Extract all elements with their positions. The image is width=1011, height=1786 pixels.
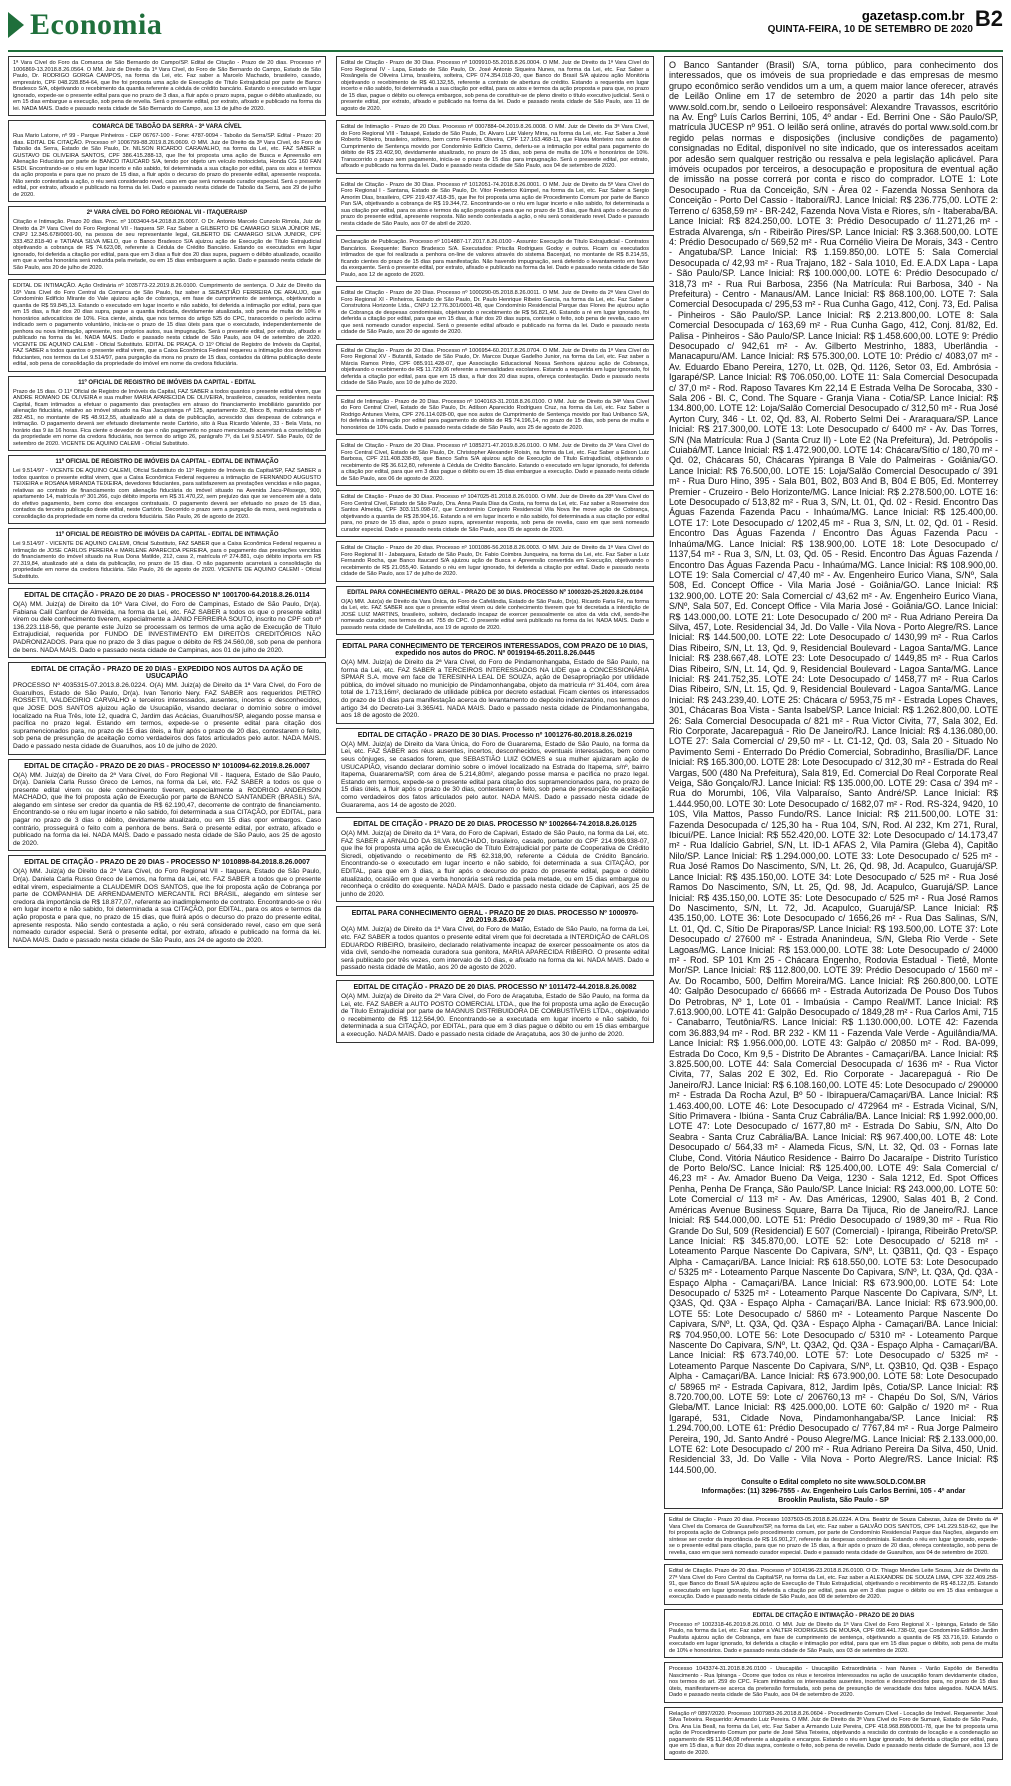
notice-text: O Banco Santander (Brasil) S/A, torna público, para conhecimento dos interessados, que os imóveis de sua propriedade e das empresas de mesmo grupo econômico serão vendidos um a um, a quem maior lance oferecer, através de Leilão Online em 17 de setembro de 2020 a partir das 14h pelo site www.sold.com.br, sendo o Leiloeiro responsável: Alexandre Travassos, escritório na Av. Engº Luís Carlos Berrini, 105, 4º andar - Ed. Berrini One - São Paulo/SP, matrícula JUCESP nº 951. O leilão será online, através do portal www.sold.com.br regido pelas normas e disposições (inclusive condições de pagamento) consignadas no Edital, disponível no site indicado, que os interessados aceitam por adesão sem qualquer restrição ou ressalva e pela legislação aplicável. Para imóveis ocupados por terceiros, a desocupação e propositura de eventual ação de imissão na posse correrá por conta e risco do comprador. LOTE 1: Lote Desocupado - Rua da Conceição, S/N - Área 02 - Fazenda Nossa Senhora da Conceição - Porto Del Cassio - Itaboraí/RJ. Lance Inicial: R$ 236.775,00. LOTE 2: Terreno c/ 6358,59 m² - BR-242, Fazenda Nova Vista e Riores, s/n - Itaberaba/BA. Lance Inicial: R$ 824.250,00. LOTE 3: Prédio Desocupado c/ 11.271,26 m² - Estrada Alvarenga, s/n - Ribeirão Pires/SP. Lance Inicial: R$ 3.368.500,00. LOTE 4: Prédio Desocupado c/ 569,52 m² - Rua Cornélio Vieira De Morais, 343 - Centro - Angatuba/SP. Lance Inicial: R$ 1.159.850,00. LOTE 5: Sala Comercial Desocupada c/ 42,93 m² - Rua Trajano, 182 - Sala 1010, Ed. E.A.DX Lapa - Lapa - São Paulo/SP. Lance Inicial: R$ 100.000,00. LOTE 6: Prédio Desocupado c/ 318,73 m² - Rua Rui Barbosa, 2356 (Na Matrícula: Rui Barbosa, 340 - Na Prefeitura) - Centro - Manaus/AM. Lance Inicial: R$ 868.100,00. LOTE 7: Sala Comercial Desocupada c/ 295,53 m² - Rua Cunha Gago, 412, Conj. 73, Ed. Palisa - Pinheiros - São Paulo/SP. Lance Inicial: R$ 2.213.800,00. LOTE 8: Sala Comercial Desocupada c/ 163,69 m² - Rua Cunha Gago, 412, Conj. 81/82, Ed. Palisa - Pinheiros - São Paulo/SP. Lance Inicial: R$ 1.458.600,00. LOTE 9: Prédio Desocupado c/ 942,61 m² - Av. Gilberto Mestrinho, 1883, Uberlândia - Manacapuru/AM. Lance Inicial: R$ 575.300,00. LOTE 10: Prédio c/ 4083,07 m² - Av. Eduardo Ebano Pereira, 1270, Lt. 02B, Qd. 1126, Setor 03, Ed. Ambrósia - Igarapé/SP. Lance Inicial: R$ 706.050,00. LOTE 11: Sala Comercial Desocupada c/ 37,0 m² - Rod. Raposo Tavares Km 22,14 E Estrada Velha De Sorocaba, 330 - Sala 206 - Bl. C, Cond. The Square - Granja Viana - Cotia/SP. Lance Inicial: R$ 134.800,00. LOTE 12: Loja/Salão Comercial Desocupado c/ 312,50 m² - Rua José Ayrton Cury, 346 - Lt. 02, Qd. 83, Al. Roberto Selmi Dei - Araraquara/SP. Lance Inicial: R$ 217.300,00. LOTE 13: Lote Desocupado c/ 6400 m² - Av. Das Torres, S/N (Na Matrícula: Rua J (Santa Cruz II) - Lote E2 (Na Prefeitura), Jd. Petrópolis - Cuiabá/MT. Lance Inicial: R$ 1.472.900,00. LOTE 14: Chácara/Sítio c/ 180,70 m² - Qd. 02, Chácaras 50, Chácaras Ypiranga B Vale do Palmeiras - Goiânia/GO. Lance Inicial: R$ 76.500,00. LOTE 15: Loja/Salão Comercial Desocupado c/ 391 m² - Rua Duro Hino, 395 - Sala B01, B02, B03 And B, B04 E B05, Ed. Monterrey Premier - Cruzeiro - Belo Horizonte/MG. Lance Inicial: R$ 2.278.500,00. LOTE 16: Lote Desocupado c/ 513,82 m² - Rua 3, S/N, Lt. 01, Qd. 02 - Resid. Encontro Das Águas Fazenda Fazenda Pacu - Inhaúma/MG. Lance Inicial: R$ 125.400,00. LOTE 17: Lote Desocupado c/ 1202,45 m² - Rua 3, S/N, Lt. 02, Qd. 01 - Resid. Encontro Das Águas Fazenda / Encontro Das Águas Fazenda Pacu - Inhaúma/MG. Lance Inicial: R$ 138.900,00. LOTE 18: Lote Desocupado c/ 1137,54 m² - Rua 3, S/N, Lt. 03, Qd. 05 - Resid. Encontro Das Águas Fazenda / Encontro Das Águas Fazenda Pacu - Inhaúma/MG. Lance Inicial: R$ 108.900,00. LOTE 19: Sala Comercial c/ 47,40 m² - Av. Engenheiro Eurico Viana, S/Nº, Sala 508, Ed. Concept Office - Vila Maria José - Goiânia/GO. Lance Inicial: R$ 132.900,00. LOTE 20: Sala Comercial c/ 43,62 m² - Av. Engenheiro Eurico Viana, S/Nº, Sala 507, Ed. Concept Office - Vila Maria José - Goiânia/GO. Lance Inicial: R$ 143.000,00. LOTE 21: Lote Desocupado c/ 200 m² - Rua Adriano Pereira Da Silva, 457, Lote. Residencial 34, Jd. Do Valle - Vila Nova - Porto Alegre/RS. Lance Inicial: R$ 144.500,00. LOTE 22: Lote Desocupado c/ 1430,99 m² - Rua Carlos Dias Ribeiro, S/N, Lt. 13, Qd. 9, Residencial Boulevard - Lagoa Santa/MG. Lance Inicial: R$ 238.667,48. LOTE 23: Lote Desocupado c/ 1449,85 m² - Rua Carlos Dias Ribeiro, S/N, Lt. 14, Qd. 9, Residencial Boulevard - Lagoa Santa/MG. Lance Inicial: R$ 241.752,35. LOTE 24: Lote Desocupado c/ 1458,77 m² - Rua Carlos Dias Ribeiro, S/N, Lt. 15, Qd. 9, Residencial Boulevard - Lagoa Santa/MG. Lance Inicial: R$ 243.239,40. LOTE 25: Chácara c/ 5953,75 m² - Estrada Lopes Chaves, 301, Chácaras Boa Vista - Santa Isabel/SP. Lance Inicial: R$ 1.262.800,00. LOTE 26: Sala Comercial Desocupada c/ 821 m² - Rua Victor Civita, 77, Sala 302, Ed. Rio Corporate, Jacarepaguá - Rio De Janeiro/RJ. Lance Inicial: R$ 4.136.080,00. LOTE 27: Sala Comercial c/ 29,50 m² - Lt. C1-12, Qd. 03, Sala 20 - Situado No Pavimento Semi - Enterrado Do Prédio Comercial, Sobradinho, Brasília/DF. Lance Inicial: R$ 165.300,00. LOTE 28: Lote Desocupado c/ 312,30 m² - Estrada do Real Vargas, 500 (480 Na Prefeitura), Sala 819, Ed. Comercial Do Real Corporate Real Veiga, São Gonçalo/RJ. Lance Inicial: R$ 135.000,00. LOTE 29: Casa c/ 394 m² - Rua do Morumbi, 106, Vila Valparaíso, Santo André/SP. Lance Inicial: R$ 1.444.950,00. LOTE 30: Lote Desocupado c/ 1682,07 m² - Rod. RS-324, 9420, 10 10S, Vila Mattos, Passo Fundo/RS. Lance Inicial: R$ 211.500,00. LOTE 31: Fazenda Desocupada c/ 125,30 ha - Rua 104, S/N, Rod. Al 232, Km 271, Rural, Ibicuí/PE. Lance Inicial: R$ 552.420,00. LOTE 32: Lote Desocupado c/ 14.173,47 m² - Rua Idalício Gabriel, S/N, Lt. ID-1 AFAS 2, Vila Pamira (Gleba 4), Capitão Nilo/SP. Lance Inicial: R$ 1.294.000,00. LOTE 33: Lote Desocupado c/ 525 m² - Rua José Ramos Do Nascimento, S/N, Lt. 26, Qd. 98, Jd. Acapulco, Guarujá/SP. Lance Inicial: R$ 435.150,00. LOTE 34: Lote Desocupado c/ 525 m² - Rua José Ramos Do Nascimento, S/N, Lt. 25, Qd. 98, Jd. Acapulco, Guarujá/SP. Lance Inicial: R$ 435.150,00. LOTE 35: Lote Desocupado c/ 525 m² - Rua José Ramos Do Nascimento, S/N, Lt. 72, Jd. Acapulco, Guarujá/SP. Lance Inicial: R$ 435.150,00. LOTE 36: Lote Desocupado c/ 1656,26 m² - Rua Das Salinas, S/N, Lt. 01, Qd. C, Sítio De Piraporas/SP. Lance Inicial: R$ 193.500,00. LOTE 37: Lote Desocupado c/ 27600 m² - Estrada Ananindeua, S/N, Gleba Rio Verde - Sete Lagoas/MG. Lance Inicial: R$ 153.000,00. LOTE 38: Lote Desocupado c/ 24000 m² - Rod. SP 101 Km 25 - Chácara Engenho, Rodovia Estadual - Tietê, Monte Mor/SP. Lance Inicial: R$ 112.800,00. LOTE 39: Prédio Desocupado c/ 1560 m² - Av. Do Rocambo, 500, Delfim Moreira/MG. Lance Inicial: R$ 260.800,00. LOTE 40: Galpão Desocupado c/ 66666 m² - Estrada Autorizada De Pouso Dos Tubos Do Petrobras, Nº 1, Lote 01 - Imbaúsia - Campo Real/MT. Lance Inicial: R$ 7.613.900,00. LOTE 41: Galpão Desocupado c/ 1849,28 m² - Rua Carlos Ami, 715 - Canabarro, Teutônia/RS. Lance Inicial: R$ 1.130.000,00. LOTE 42: Fazenda com 36.883,94 m² - Rod. BR 232 - KM 11 - Fazenda Vale Verde - Aguilândia/MA. Lance Inicial: R$ 1.956.000,00. LOTE 43: Galpão c/ 20850 m² - Rod. BA-099, Estrada Do Coco, Km 9,5 - Distrito De Abrantes - Camaçari/BA. Lance Inicial: R$ 3.825.500,00. LOTE 44: Sala Comercial Desocupada c/ 1636 m² - Rua Victor Civita, 77, Salas 202 E 302, Ed. Rio Corporate - Jacarepaguá - Rio De Janeiro/RJ. Lance Inicial: R$ 6.108.160,00. LOTE 45: Lote Desocupado c/ 290000 m² - Estrada Da Rocha Azul, Bº 50 - Ibirapuera/Camaçari/BA. Lance Inicial: R$ 1.463.400,00. LOTE 46: Lote Desocupado c/ 472964 m² - Estrada Vicinal, S/N, Sítio Primavera - Ibiúna - Santa Cruz Cabrália/BA. Lance Inicial: R$ 1.992.000,00. LOTE 47: Lote Desocupado c/ 1677,80 m² - Estrada Do Sabiu, S/N, Alto Do Seabra - Santa Cruz Cabrália/BA. Lance Inicial: R$ 967.400,00. LOTE 48: Lote Desocupado c/ 564,33 m² - Alameda Ficus, S/N, Lt. 32, Qd. 03 - Fornas Iate Clube, Cond. Vitória Náutico Residence - Bairro Do Jacaraípe - Distrito Turístico de Porto Belo/SC. Lance Inicial: R$ 125.400,00. LOTE 49: Sala Comercial c/ 46,23 m² - Av. Amador Bueno Da Veiga, 1230 - Sala 1212, Ed. Spot Offices Penha, Penha De França, São Paulo/SP. Lance Inicial: R$ 243.000,00. LOTE 50: Lote Comercial c/ 113 m² - Av. Das Américas, 12900, Salas 401 B, 2 Cond. Américas Avenue Business Square, Barra Da Tijuca, Rio de Janeiro/RJ. Lance Inicial: R$ 544.000,00. LOTE 51: Prédio Desocupado c/ 1989,30 m² - Rua Rio Grande Do Sul, 509 (Residencial) E 507 (Comercial) - Ipiranga, Ribeirão Preto/SP. Lance Inicial: R$ 345.870,00. LOTE 52: Lote Desocupado c/ 5218 m² - Loteamento Parque Nascente Do Capivara, S/Nº, Lt. Q3B11, Qd. Q3 - Espaço Alpha - Camaçari/BA. Lance Inicial: R$ 618.550,00. LOTE 53: Lote Desocupado c/ 5325 m² - Loteamento Parque Nascente Do Capivara, S/Nº, Lt. Q3A, Qd. Q3A - Espaço Alpha - Camaçari/BA. Lance Inicial: R$ 673.900,00. LOTE 54: Lote Desocupado c/ 5325 m² - Loteamento Parque Nascente Do Capivara, S/Nº, Lt. Q3AS, Qd. Q3A - Espaço Alpha - Camaçari/BA. Lance Inicial: R$ 673.900,00. LOTE 55: Lote Desocupado c/ 5860 m² - Loteamento Parque Nascente Do Capivara, S/Nº, Lt. Q3A, Qd. Q3A - Espaço Alpha - Camaçari/BA. Lance Inicial: R$ 704.950,00. LOTE 56: Lote Desocupado c/ 5310 m² - Loteamento Parque Nascente Do Capivara, S/Nº, Lt. Q3A2, Qd. Q3A - Espaço Alpha - Camaçari/BA. Lance Inicial: R$ 673.740,00. LOTE 57: Lote Desocupado c/ 5325 m² - Loteamento Parque Nascente Do Capivara, S/Nº, Lt. Q3B10, Qd. Q3B - Espaço Alpha - Camaçari/BA. Lance Inicial: R$ 673.900,00. LOTE 58: Lote Desocupado c/ 58965 m² - Estrada Capivara, 812, Jardim Ipês, Cotia/SP. Lance Inicial: R$ 8.720.700,00. LOTE 59: Lote c/ 206760,13 m² - Chapéu Do Sol, S/N, Vários Gleba/MT. Lance Inicial: R$ 425.000,00. LOTE 60: Galpão c/ 1920 m² - Rua Igarapé, 531, Cidade Nova, Pindamonhangaba/SP. Lance Inicial: R$ 1.294.700,00. LOTE 61: Prédio Desocupado c/ 7767,84 m² - Rua Jorge Palmeiro Pereira, 190, Jd. Santo André - Pouso Alegre/MG. Lance Inicial: R$ 2.133.000,00. LOTE 62: Lote Desocupado c/ 200 m² - Rua Adriano Pereira Da Silva, 450, Unid. Residencial 33, Jd. Do Valle - Vila Nova - Porto Alegre/RS. Lance Inicial: R$ 144.500,00. — [669, 60, 998, 1475]
legal-notice — [336, 395, 654, 436]
column-left — [8, 56, 326, 952]
notice-title: EDITAL DE CITAÇÃO E INTIMAÇÃO - PRAZO DE 20 DIAS — [752, 1612, 915, 1619]
notice-text: EDITAL DE INTIMAÇÃO. Ação Ordinária nº 1035773-22.2019.8.26.0100. Cumprimento de sentença. O Juiz de Direito da 16ª Vara Cível do Foro Central da Comarca de São Paulo, faz saber a SEBASTIÃO FERREIRA DE ARAUJO, que Condomínio Edifício Mirante do Vale ajuizou ação de cobrança, em fase de cumprimento de sentença, objetivando a quantia de R$ 59.845,13. Estando o executado em lugar incerto e não sabido, foi deferida a intimação por edital, para que em 15 dias, a fluir dos 20 dias supra, pague a quantia indicada, devidamente atualizada, sob pena de multa de 10% e honorários advocatícios de 10%. Fica ciente, ainda, que nos termos do artigo 525 do CPC, transcorrido o período acima indicado sem o pagamento voluntário, inicia-se o prazo de 15 dias úteis para que o executado, independentemente de penhora ou nova intimação, apresente, nos próprios autos, sua impugnação. Será o presente edital, por extrato, afixado e publicado na forma da lei. NADA MAIS. Dado e passado nesta cidade de São Paulo, aos 04 de setembro de 2020. VICENTE DE AQUINO CALEMI - Oficial Substituto. EDITAL DE PRAÇA. O 11º Oficial de Registro de Imóveis da Capital, FAZ SABER a todos quantos o presente edital virem, que a Caixa Econômica Federal requereu a intimação dos devedores fiduciantes, nos termos da Lei 9.514/97, para purgação da mora no prazo de 15 dias, contados da última publicação deste edital, sob pena de consolidação da propriedade do imóvel em nome da credora fiduciária. — [13, 283, 321, 367]
legal-notice — [664, 56, 1003, 1509]
legal-notice — [336, 728, 654, 813]
column-right — [664, 56, 1003, 1764]
notice-text: Declaração de Publicação. Processo nº 1014887-17.2017.8.26.0100 - Assunto: Execução de Título Extrajudicial - Contratos Bancários. Exequente: Banco Bradesco S/A. Executados: Priscila Rodrigues Godoy e outros. Ficam os executados intimados de que foi realizada a penhora on-line de valores através do sistema Bacenjud, no montante de R$ 8.214,55, ficando cientes do prazo de 15 dias para manifestação. Não havendo impugnação, será deferido o levantamento em favor da exequente. Será o presente edital, por extrato, afixado e publicado na forma da lei. Dado e passado nesta cidade de São Paulo, aos 12 de agosto de 2020. — [341, 239, 649, 278]
notice-title: 2ª VARA CÍVEL DO FORO REGIONAL VII - ITAQUERA/SP — [86, 210, 248, 216]
notice-title: EDITAL DE CITAÇÃO - PRAZO DE 20 DIAS - PROCESSO Nº 1001700-64.2018.8.26.0114 — [24, 592, 310, 599]
legal-notice — [8, 206, 326, 275]
legal-notice — [8, 662, 326, 754]
legal-notice — [336, 439, 654, 486]
legal-notice — [664, 1707, 1003, 1761]
site-url[interactable]: gazetasp.com.br — [861, 8, 965, 23]
legal-notice — [8, 56, 326, 116]
legal-notice — [8, 588, 326, 658]
legal-notice — [8, 376, 326, 452]
legal-notice — [8, 528, 326, 584]
header-meta — [768, 6, 1003, 35]
legal-notice — [8, 279, 326, 372]
notice-text: Edital de Citação - Prazo de 20 Dias. Processo nº 1000290-05.2018.8.26.0011. O MM. Juiz de Direito da 2ª Vara Cível do Foro Regional XI - Pinheiros, Estado de São Paulo, Dr. Paulo Henrique Ribeiro Garcia, na forma da Lei, etc. Faz Saber a Construtora Horizonte Ltda., CNPJ 12.776.301/0001-48, que Condomínio Residencial Parque das Flores lhe ajuizou ação de Cobrança de despesas condominiais, objetivando o recebimento de R$ 56.821,40. Estando a ré em lugar ignorado, foi deferida a citação por edital, para que em 15 dias, a fluir dos 20 dias supra, conteste o feito, sob pena de revelia, caso em que será nomeado curador especial. Será o presente edital afixado e publicado na forma da lei. Dado e passado nesta cidade de São Paulo, aos 20 de agosto de 2020. — [341, 290, 649, 335]
legal-notice — [336, 56, 654, 116]
notice-title: EDITAL DE CITAÇÃO - PRAZO DE 20 DIAS. PROCESSO Nº 1002664-74.2018.8.26.0125 — [353, 821, 637, 829]
notice-text: Edital de Citação. Prazo de 20 dias. Processo nº 1014196-23.2018.8.26.0100. O Dr. Thiago Mendes Leite Sousa, Juiz de Direito da 27ª Vara Cível do Foro Central da Capital/SP, na forma da Lei, etc. Faz saber a ALEXANDRE DE SOUZA LIMA, CPF 322.409.258-91, que Banco do Brasil S/A ajuizou ação de Execução de Título Extrajudicial, objetivando o recebimento de R$ 48.122,05. Estando o executado em lugar ignorado, foi deferida a citação por edital, para que em 3 dias pague o débito ou em 15 dias embargue a execução. Dado e passado nesta cidade de São Paulo, aos 08 de setembro de 2020. — [669, 1568, 998, 1601]
notice-text: O(A) MM. Juiz(a) de Direito da Vara Única, do Foro de Cafelândia, Estado de São Paulo, Dr(a). Ricardo Faria Fé, na forma da Lei, etc. FAZ SABER aos que o presente edital virem ou dele conhecimento tiverem que foi decretada a interdição de JOSÉ LUIZ MARTINS, brasileiro, solteiro, declarado incapaz de exercer pessoalmente os atos da vida civil, sendo-lhe nomeado curador, nos termos do art. 755 do CPC. O presente edital será publicado na forma da lei. NADA MAIS. Dado e passado nesta cidade de Cafelândia, aos 19 de agosto de 2020. — [341, 598, 649, 631]
notice-text: Rua Mario Latorre, nº 99 - Parque Pinheiros - CEP 06767-100 - Fone: 4787-9094 - Taboão da Serra/SP. Edital - Prazo: 20 dias. EDITAL DE CITAÇÃO. Processo nº 1006799-88.2019.8.26.0609. O MM. Juiz de Direito da 3ª Vara Cível, do Foro de Taboão da Serra, Estado de São Paulo, Dr. NILSON RICARDO CARAVALHO, na forma da Lei, etc. FAZ SABER a GUSTAVO DE OLIVEIRA SANTOS, CPF 386.415.288-13, que lhe foi proposta uma ação de Busca e Apreensão em Alienação Fiduciária por parte de BANCO ITAUCARD S/A, tendo por objeto um veículo motocicleta, Honda CG 160 FAN ESDI. Encontrando-se o réu em lugar incerto e não sabido, foi determinada a sua citação por edital, para os atos e termos da ação proposta e para que no prazo de 15 dias, a fluir após o decurso do prazo do presente edital, apresente resposta. Não sendo contestada a ação, o réu será considerado revel, caso em que será nomeado curador especial. Será o presente edital, por extrato, afixado e publicado na forma da lei. Dado e passado nesta cidade de Taboão da Serra, aos 29 de julho de 2020. — [13, 133, 321, 198]
notice-text: Edital de Intimação - Prazo de 20 Dias. Processo nº 0007884-04.2019.8.26.0008. O MM. Juiz de Direito da 3ª Vara Cível, do Foro Regional VIII - Tatuapé, Estado de São Paulo, Dr. Alvaro Luiz Valery Mirra, na forma da Lei, etc. Faz Saber a José Roberto Ribeiro, brasileiro, solteiro, bem como Ferreira Oliveira, CPF 127.163.468-11, que Flávia Monteiro nos autos de Cumprimento de Sentença movido por Condomínio Edifício Carmo, deferiu-se a intimação por edital para pagamento do débito de R$ 23.402,90, devidamente atualizado, no prazo de 15 dias, sob pena de multa de 10% e honorários de 10%. Transcorrido o prazo sem pagamento, inicia-se o prazo de 15 dias para impugnação. Será o presente edital, por extrato, afixado e publicado na forma da lei. Dado e passado nesta cidade de São Paulo, aos 04 de setembro de 2020. — [341, 124, 649, 169]
notice-text: PROCESSO Nº 4035315-07.2013.8.26.0224. O(A) MM. Juiz(a) de Direito da 1ª Vara Cível, do Foro de Guarulhos, Estado de São Paulo, Dr(a). Ivan Tenorio Nery. FAZ SABER aos requeridos PIETRO ROSSETTI, VALDECIRIO CARVALHO e terceiros interessados, ausentes, incertos e desconhecidos, que JOSE DOS SANTOS ajuizou ação de Usucapião, visando declarar o domínio sobre o imóvel localizado na Rua Três, lote 12, quadra C, Jardim das Acácias, Guarulhos/SP, alegando posse mansa e pacífica no prazo legal. Estando em termos, expede-se o presente edital para citação dos supramencionados para, no prazo de 15 dias úteis, a fluir após o prazo de 20 dias, contestarem o feito, sob pena de presunção de aceitação como verdadeiros dos fatos articulados pelo autor. NADA MAIS. Dado e passado nesta cidade de Guarulhos, aos 10 de julho de 2020. — [13, 682, 321, 750]
notice-text: Edital de Intimação - Prazo de 20 Dias. Processo nº 1040163-31.2018.8.26.0100. O MM. Juiz de Direito da 34ª Vara Cível do Foro Central Cível, Estado de São Paulo, Dr. Adilson Aparecido Rodrigues Cruz, na forma da Lei, etc. Faz Saber a Rodrigo Antunes Vieira, CPF 276.114.028-00, que nos autos de Cumprimento de Sentença movido por Itaú Unibanco S/A, foi deferida a intimação por edital para pagamento do débito de R$ 74.196,14, no prazo de 15 dias, sob pena de multa e honorários de 10% cada. Dado e passado nesta cidade de São Paulo, aos 25 de agosto de 2020. — [341, 398, 649, 431]
contact-line: Brooklin Paulista, São Paulo - SP — [778, 1497, 889, 1505]
notice-text: Edital de Citação - Prazo de 20 Dias. Processo nº 1006954-60.2017.8.26.0704. O MM. Juiz de Direito da 1ª Vara Cível do Foro Regional XV - Butantã, Estado de São Paulo, Dr. Marcos Duque Gadelho Junior, na forma da Lei, etc. Faz saber a Márcia Ramos Pinto, CPF 085.911.428-07, que Associação Educacional Nossa Senhora ajuizou ação de Cobrança, objetivando o recebimento de R$ 11.729,06 referente a mensalidades escolares. Estando a requerida em lugar ignorado, foi deferida a citação por edital, para que em 15 dias, a fluir dos 20 dias supra, ofereça contestação. Dado e passado nesta cidade de São Paulo, aos 10 de julho de 2020. — [341, 347, 649, 386]
notice-text: Prazo de 15 dias. O 11º Oficial de Registro de Imóveis da Capital, FAZ SABER a todos quantos o presente edital virem, que ANDRE ROMANO DE OLIVEIRA e sua mulher MARIA APARECIDA DE OLIVEIRA, brasileiros, casados, residentes nesta Capital, ficam intimados a efetuar o pagamento das prestações em atraso do financiamento imobiliário garantido por alienação fiduciária, relativo ao imóvel situado na Rua Jacupiranga nº 125, apartamento 32, Bloco B, matriculado sob nº 282.451, no montante de R$ 48.912,55, atualizado até a data de publicação, acrescido das despesas de cobrança e intimação. O pagamento deverá ser efetuado diretamente neste Cartório, sito à Rua Ricardo Valente, 33 - Bela Vista, no horário das 9 às 16 horas. Fica ciente o devedor de que o não pagamento no prazo mencionado acarretará a consolidação da propriedade em nome da credora fiduciária, nos termos do artigo 26, parágrafo 7º, da Lei 9.514/97. São Paulo, 02 de setembro de 2020. VICENTE DE AQUINO CALEMI - Oficial Substituto. — [13, 388, 321, 447]
notice-text: O(A) MM. Juiz(a) de Direito da 2ª Vara Cível, do Foro de Pindamonhangaba, Estado de São Paulo, na forma da Lei, etc. FAZ SABER a TERCEIROS INTERESSADOS NA LIDE que a CONCESSIONÁRIA SPMAR S.A. move em face de TERESINHA LEAL DE SOUZA, ação de Desapropriação por utilidade pública, do imóvel situado no município de Pindamonhangaba, objeto da matrícula nº 31.404, com área total de 1.713,16m², declarado de utilidade pública por decreto estadual. Ficam cientes os interessados do prazo de 10 dias para manifestação acerca do levantamento do depósito indenizatório, nos termos do artigo 34 do Decreto-Lei 3.365/41. NADA MAIS. Dado e passado nesta cidade de Pindamonhangaba, aos 18 de agosto de 2020. — [341, 659, 649, 720]
notice-title: COMARCA DE TABOÃO DA SERRA - 3ª VARA CÍVEL — [92, 124, 242, 130]
page-number: B2 — [974, 6, 1003, 31]
legal-notice — [336, 980, 654, 1043]
section-title — [8, 8, 162, 42]
legal-notice — [336, 235, 654, 282]
notice-text: O(A) MM. Juiz(a) de Direito da 1ª Vara, do Foro de Capivari, Estado de São Paulo, na forma da Lei, etc. FAZ SABER a ARNALDO DA SILVA MACHADO, brasileiro, casado, portador do CPF 214.996.938-07, que lhe foi proposta uma ação de Execução de Título Extrajudicial por parte de Cooperativa de Crédito Sicredi, objetivando o recebimento de R$ 62.318,90, referente a Cédula de Crédito Bancário. Encontrando-se o executado em lugar incerto e não sabido, foi determinada a sua CITAÇÃO, por EDITAL, para que em 3 dias, a fluir após o decurso do prazo do presente edital, pague o débito atualizado, ocasião em que a verba honorária será reduzida pela metade, ou em 15 dias embargue ou reconheça o crédito do exequente. NADA MAIS. Dado e passado nesta cidade de Capivari, aos 25 de junho de 2020. — [341, 830, 649, 898]
notice-title: 11º OFICIAL DE REGISTRO DE IMÓVEIS DA CAPITAL - EDITAL — [78, 379, 256, 386]
notice-text: Edital de Citação - Prazo de 30 Dias. Processo nº 1047025-81.2018.8.26.0100. O MM. Juiz de Direito da 28ª Vara Cível do Foro Central Cível, Estado de São Paulo, Dra. Anna Paula Dias da Costa, na forma da Lei, etc. Faz saber a Rosemeire dos Santos Almeida, CPF 303.115.098-07, que Condomínio Conjunto Residencial Vila Nova lhe move ação de Cobrança, objetivando a quantia de R$ 28.904,16. Estando a ré em lugar incerto e não sabido, foi determinada a sua citação por edital para, no prazo de 15 dias, após o prazo supra, apresentar resposta, sob pena de revelia, caso em que será nomeado curador especial. Dado e passado nesta cidade de São Paulo, aos 05 de agosto de 2020. — [341, 494, 649, 533]
notice-text: 1ª Vara Cível do Foro da Comarca de São Bernardo do Campo/SP. Edital de Citação - Prazo de 20 dias. Processo nº 1006869-13.2018.8.26.0564. O MM. Juiz de Direito da 1ª Vara Cível, do Foro de São Bernardo do Campo, Estado de São Paulo, Dr. RODRIGO GORGA CAMPOS, na forma da Lei, etc. Faz saber a Marcelo Machado, brasileiro, casado, empresário, CPF 048.228.854-64, que lhe foi proposta uma ação de Execução de Título Extrajudicial por parte de Banco Bradesco S/A, objetivando o recebimento da quantia referente a cédula de crédito bancário. Estando o executado em lugar ignorado, expede-se o presente edital para que no prazo de 3 dias, a fluir após o prazo supra, pague o débito atualizado, ou em 15 dias embargue a execução, sob pena de revelia. Será o presente edital, por extrato, afixado e publicado na forma da lei. NADA MAIS. Dado e passado nesta cidade de São Bernardo do Campo, aos 13 de julho de 2020. — [13, 60, 321, 112]
notice-title: EDITAL PARA CONHECIMENTO GERAL - PRAZO DE 20 DIAS. PROCESSO Nº 1000970-20.2019.8.26.0347 — [351, 910, 639, 925]
legal-notice — [336, 286, 654, 340]
notice-text: Edital de Citação - Prazo 20 dias. Processo 1037503-05.2018.8.26.0224. A Dra. Beatriz de Souza Cabezas, Juíza de Direito da 4ª Vara Cível da Comarca de Guarulhos/SP, na forma da Lei, etc. Faz saber a GALVÃO DOS SANTOS, CPF 141.229.518-62, que lhe foi proposta ação de Cobrança pelo procedimento comum, por parte de Condomínio Residencial Parque das Nações, alegando em síntese ser credor da importância de R$ 16.901,27, referente às despesas condominiais. Estando o réu em lugar ignorado, expede-se o presente edital para citação, para que no prazo de 15 dias, a fluir após o prazo de 20 dias, ofereça contestação, sob pena de revelia, caso em que será nomeado curador especial. Dado e passado nesta cidade de Guarulhos, aos 04 de setembro de 2020. — [669, 1517, 998, 1556]
notice-text: Processo nº 1002318-46.2019.8.26.0010. O MM. Juiz de Direito da 1ª Vara Cível do Foro Regional X - Ipiranga, Estado de São Paulo, na forma da Lei, etc. Faz saber a VALTER RODRIGUES DE MOURA, CPF 098.441.738-02, que Condomínio Edifício Jardim Paulista ajuizou ação de Cobrança, em fase de cumprimento de sentença, objetivando a quantia de R$ 33.716,19. Estando o executado em lugar ignorado, foi deferida a citação e intimação por edital, para que em 15 dias pague o débito, sob pena de multa de 10% e honorários. Dado e passado nesta cidade de São Paulo, aos 03 de setembro de 2020. — [669, 1621, 998, 1654]
notice-text: Edital de Citação - Prazo de 20 dias. Processo nº 1001086-56.2018.8.26.0003. O MM. Juiz de Direito da 1ª Vara Cível do Foro Regional III - Jabaquara, Estado de São Paulo, Dr. Fabio Coimbra Junqueira, na forma da Lei, etc. Faz Saber a Luiz Fernando Rocha, que Banco Itaucard S/A ajuizou ação de Busca e Apreensão convertida em Execução, objetivando o recebimento de R$ 21.055,40. Estando o réu em lugar ignorado, foi deferida a citação por edital. Dado e passado nesta cidade de São Paulo, aos 17 de julho de 2020. — [341, 545, 649, 577]
notice-text: Processo 1043374-31.2018.8.26.0100 - Usucapião - Usucapião Extraordinária - Ivan Nunes - Varão Espólio de Benedita Nascimento - Rua Ipiranga - Ocorre que todos os réus e terceiros interessados na ação de usucapião foram devidamente citados, nos termos do art. 259 do CPC. Ficam intimados os interessados ausentes, incertos e desconhecidos para, no prazo de 15 dias úteis, manifestarem-se acerca da pretensão formulada, sob pena de presunção de veracidade dos fatos alegados. NADA MAIS. Dado e passado nesta cidade de São Paulo, aos 04 de setembro de 2020. — [669, 1666, 998, 1699]
legal-notice — [336, 541, 654, 582]
page-header — [8, 6, 1003, 52]
legal-notice — [336, 344, 654, 391]
legal-notice — [664, 1662, 1003, 1703]
notice-title: EDITAL DE CITAÇÃO - PRAZO DE 20 DIAS - PROCESSO Nº 1010094-62.2019.8.26.0007 — [24, 762, 310, 770]
notice-title: EDITAL PARA CONHECIMENTO GERAL - PRAZO DE 30 DIAS. PROCESSO Nº 1000320-25.2020.8.26.0104 — [347, 589, 643, 596]
notice-text: Edital de Citação - Prazo de 20 Dias. Processo nº 1085271-47.2019.8.26.0100. O MM. Juiz de Direito da 3ª Vara Cível do Foro Central Cível, Estado de São Paulo, Dr. Christopher Alexander Roisin, na forma da Lei, etc. Faz Saber a Edson Luiz Barbosa, CPF 211.408.338-89, que Banco Safra S/A ajuizou ação de Execução de Título Extrajudicial, objetivando o recebimento de R$ 36.612,80, referente à Cédula de Crédito Bancário. Estando o executado em lugar ignorado, foi deferida a citação por edital, para que em 3 dias pague o débito ou em 15 dias embargue a execução. Dado e passado nesta cidade de São Paulo, aos 06 de agosto de 2020. — [341, 443, 649, 482]
notice-text: O(A) MM. Juiz(a) de Direito da 1ª Vara Cível, do Foro de Matão, Estado de São Paulo, na forma da Lei, etc. FAZ SABER a todos quantos o presente edital virem que foi decretada a INTERDIÇÃO de CARLOS EDUARDO RIBEIRO, brasileiro, declarado relativamente incapaz de exercer pessoalmente os atos da vida civil, sendo-lhe nomeada curadora sua genitora, MARIA APARECIDA RIBEIRO. O presente edital será publicado por três vezes, com intervalo de 10 dias, e afixado na forma da lei. NADA MAIS. Dado e passado nesta cidade de Matão, aos 20 de agosto de 2020. — [341, 926, 649, 972]
notice-text: Citação e Intimação. Prazo 20 dias. Proc. nº 1003404-54.2018.8.26.0007. O Dr. Antonio Marcelo Cunzolo Rimola, Juiz de Direito da 2ª Vara Cível do Foro Regional VII - Itaquera SP. Faz Saber a GILBERTO DE CAMARGO SILVA JÚNIOR ME, CNPJ 12.345.678/0001-90, na pessoa de seu representante legal, GILBERTO DE CAMARGO SILVA JUNIOR, CPF 333.452.818-40 e TATIANA SILVA MELO, que o Banco Bradesco S/A ajuizou ação de Execução de Título Extrajudicial objetivando a cobrança de R$ 74.623,08, referente à Cédula de Crédito Bancário. Estando os executados em lugar ignorado, foi deferida a citação por edital, para que em 3 dias a fluir dos 20 dias supra, paguem o débito atualizado, ocasião em que a verba honorária será reduzida pela metade, ou em 15 dias embarguem a ação. Dado e passado nesta cidade de São Paulo, aos 20 de julho de 2020. — [13, 219, 321, 271]
legal-notice — [664, 1564, 1003, 1605]
legal-notice — [336, 120, 654, 174]
chevron-right-icon — [8, 12, 24, 38]
legal-notice — [8, 855, 326, 948]
legal-notice — [664, 1513, 1003, 1560]
notice-text: Edital de Citação - Prazo de 30 Dias. Processo nº 1012051-74.2018.8.26.0001. O MM. Juiz de Direito da 5ª Vara Cível do Foro Regional I - Santana, Estado de São Paulo, Dr. Vitor Frederico Kümpel, na forma da Lei, etc. Faz Saber a Sergio Amorim Dias, brasileiro, CPF 219.437.418-35, que lhe foi proposta uma ação de Procedimento Comum por parte de Banco Pan S/A, objetivando a cobrança de R$ 19.344,72. Encontrando-se o réu em lugar incerto e não sabido, foi determinada a sua citação por edital, para os atos e termos da ação proposta e para que no prazo de 15 dias, que fluirá após o decurso do prazo do presente edital, apresente resposta. Não sendo contestada a ação, o réu será considerado revel. Dado e passado nesta cidade de São Paulo, aos 07 de abril de 2020. — [341, 181, 649, 227]
notice-title: 11º OFICIAL DE REGISTRO DE IMÓVEIS DA CAPITAL - EDITAL DE INTIMAÇÃO — [55, 532, 279, 538]
notice-text: Relação nº 0897/2020. Processo 1007983-26.2018.8.26.0604 - Procedimento Comum Cível - Locação de Imóvel. Requerente: José Silva Teixeira. Requerido: Armando Luiz Pereira. O MM. Juiz de Direito da 3ª Vara Cível do Foro de Sumaré, Estado de São Paulo, Dra. Ana Lia Beall, na forma da Lei, etc. Faz Saber a Armando Luiz Pereira, CPF 418.968.898/0001-78, que lhe foi proposta uma ação de Procedimento Comum por parte de José Silva Teixeira, objetivando a rescisão do contrato de locação e a condenação ao pagamento de R$ 11.848,08 referente a aluguéis e encargos. Estando o réu em lugar ignorado, foi deferida a citação por edital, para que em 15 dias, a fluir dos 20 dias supra, conteste o feito, sob pena de revelia. Dado e passado nesta cidade de Sumaré, aos 13 de agosto de 2020. — [669, 1710, 998, 1756]
auction-contact — [669, 1478, 998, 1505]
legal-notice — [8, 455, 326, 524]
notice-title: EDITAL DE CITAÇÃO - PRAZO DE 20 DIAS. PROCESSO Nº 1011472-44.2018.8.26.0082 — [353, 984, 637, 991]
notice-title: EDITAL PARA CONHECIMENTO DE TERCEIROS INTERESSADOS, COM PRAZO DE 10 DIAS, expedido nos autos do PROC. Nº 0019194-65.2011.8.26.0445 — [342, 643, 648, 657]
legal-notice — [336, 586, 654, 636]
issue-date: QUINTA-FEIRA, 10 DE SETEMBRO DE 2020 — [767, 24, 973, 35]
legal-notice — [336, 906, 654, 976]
notice-title: EDITAL DE CITAÇÃO - PRAZO DE 20 DIAS - PROCESSO Nº 1010898-84.2018.8.26.0007 — [24, 859, 310, 867]
notice-title: EDITAL DE CITAÇÃO - PRAZO DE 30 DIAS. Processo nº 1001276-80.2018.8.26.0219 — [357, 731, 633, 739]
notice-text: O(A) MM. Juiz(a) de Direito da Vara Única, do Foro de Guararema, Estado de São Paulo, na forma da Lei, etc. FAZ SABER aos réus ausentes, incertos, desconhecidos, eventuais interessados, bem como seus cônjuges, se casados forem, que SEBASTIÃO LUIZ GOMES e sua mulher ajuizaram ação de USUCAPIÃO, visando declarar domínio sobre o imóvel localizado na Estrada do Itapema, s/nº, bairro Itapema, Guararema/SP, com área de 5.214,80m², alegando posse mansa e pacífica no prazo legal. Estando em termos, expede-se o presente edital para citação dos supramencionados para, no prazo de 15 dias úteis, a fluir após o prazo de 30 dias, contestarem o feito, sob pena de presunção de aceitação como verdadeiros dos fatos articulados pelo autor. NADA MAIS. Dado e passado nesta cidade de Guararema, aos 14 de agosto de 2020. — [341, 740, 649, 809]
legal-notice — [664, 1609, 1003, 1659]
legal-notice — [336, 817, 654, 902]
column-middle — [336, 56, 654, 1047]
section-name: Economia — [30, 8, 163, 41]
legal-notice — [8, 759, 326, 852]
notice-text: Edital de Citação - Prazo de 30 Dias. Processo nº 1009910-55.2018.8.26.0004. O MM. Juiz de Direito da 1ª Vara Cível do Foro Regional IV - Lapa, Estado de São Paulo, Dr. José Antonio Siqueira Nunes, na forma da Lei, etc. Faz Saber a Rosângela de Oliveira Lima, brasileira, solteira, CPF 074.354.018-20, que Banco do Brasil S/A ajuizou ação Monitória objetivando o recebimento de R$ 40.132,55, referente a contrato de abertura de crédito. Estando a requerida em lugar incerto e não sabido, foi determinada a sua citação por edital, para os atos e termos da ação proposta e para que, no prazo de 15 dias, pague o débito ou ofereça embargos, sob pena de constituir-se de pleno direito o título executivo judicial. Será o presente edital, por extrato, afixado e publicado na forma da lei. Dado e passado nesta cidade de São Paulo, aos 11 de agosto de 2020. — [341, 60, 649, 112]
notice-text: Lei 9.514/97 - VICENTE DE AQUINO CALEMI, Oficial Substituto do 11º Registro de Imóveis da Capital/SP, FAZ SABER a todos quantos o presente edital virem, que a Caixa Econômica Federal requereu a intimação de FERNANDO AUGUSTO TEIXEIRA e ROSANA MIRANDA TEIXEIRA, devedores fiduciantes, para satisfazerem as prestações vencidas e não pagas, relativas ao contrato de financiamento com alienação fiduciária do imóvel situado na Avenida Jacu-Pêssego, 900, apartamento 14, matrícula nº 301.266, cujo débito importa em R$ 31.470,22, sem prejuízo das que se vencerem até a data do efetivo pagamento, bem como dos encargos contratuais. O pagamento deverá ser efetuado no prazo de 15 dias, contados da terceira publicação deste edital, neste Cartório. Decorrido o prazo sem a purgação da mora, será registrada a consolidação da propriedade em nome da credora fiduciária. São Paulo, 26 de agosto de 2020. — [13, 468, 321, 520]
contact-line: Informações: (11) 3296-7555 - Av. Engenheiro Luís Carlos Berrini, 105 - 4º andar — [701, 1488, 966, 1496]
notice-title: 11º OFICIAL DE REGISTRO DE IMÓVEIS DA CAPITAL - EDITAL DE INTIMAÇÃO — [55, 459, 279, 465]
notice-text: O(A) MM. Juiz(a) de Direito da 2ª Vara Cível, do Foro de Araçatuba, Estado de São Paulo, na forma da Lei, etc. FAZ SABER a AUTO POSTO COMERCIAL LTDA., que lhe foi proposta uma ação de Execução de Título Extrajudicial por parte de MAGNUS DISTRIBUIDORA DE COMBUSTÍVEIS LTDA., objetivando o recebimento de R$ 112.564,90. Encontrando-se a executada em lugar incerto e não sabido, foi determinada a sua CITAÇÃO, por EDITAL, para que em 3 dias pague o débito ou em 15 dias embargue a execução. NADA MAIS. Dado e passado nesta cidade de Araçatuba, aos 30 de junho de 2020. — [341, 993, 649, 1038]
notice-text: O(A) MM. Juiz(a) de Direito da 10ª Vara Cível, do Foro de Campinas, Estado de São Paulo, Dr(a). Fabiana Calil Canfour de Almeida, na forma da Lei, etc. FAZ SABER a todos os que o presente edital virem ou dele conhecimento tiverem, especialmente a JANIO FERREIRA SOUTO, inscrito no CPF sob nº 136.223.118-56, que perante este Juízo se processam os termos de uma ação de Execução de Título Extrajudicial, requerida por FUNDO DE INVESTIMENTO EM DIREITOS CREDITÓRIOS NÃO PADRONIZADOS. Para que no prazo de 3 dias pague o débito de R$ 24.560,08, sob pena de penhora de bens. NADA MAIS. Dado e passado nesta cidade de Campinas, aos 01 de julho de 2020. — [13, 601, 321, 654]
notice-text: Lei 9.514/97 - VICENTE DE AQUINO CALEMI, Oficial Substituto, FAZ SABER que a Caixa Econômica Federal requereu a intimação de JOSE CARLOS PEREIRA e MARLENE APARECIDA PEREIRA, para o pagamento das prestações vencidas do financiamento do imóvel situado na Rua Dona Matilde, 212, casa 2, matrícula nº 274.881, cujo débito importa em R$ 27.319,84, atualizado até a data da publicação, no prazo de 15 dias. O não pagamento acarretará a consolidação da propriedade em nome da credora fiduciária. São Paulo, 26 de agosto de 2020. VICENTE DE AQUINO CALEMI - Oficial Substituto. — [13, 541, 321, 580]
legal-notice — [336, 490, 654, 537]
notice-text: O(A) MM. Juiz(a) de Direito da 2ª Vara Cível, do Foro Regional VII - Itaquera, Estado de São Paulo, Dr(a). Daniela Carla Russo Greco de Lemos, na forma da Lei, etc. FAZ SABER a todos que o presente edital virem, especialmente a CLAUDEMIR DOS SANTOS, que lhe foi proposta ação de Cobrança por parte de COMPANHIA DE ARRENDAMENTO MERCANTIL RCI BRASIL, alegando em síntese ser credora da importância de R$ 18.877,07, referente ao inadimplemento de contrato. Encontrando-se o réu em lugar incerto e não sabido, foi determinada a sua CITAÇÃO, por EDITAL, para os atos e termos da ação proposta e para que, no prazo de 15 dias, que fluirá após o decurso do prazo do presente edital, apresente resposta. Não sendo contestada a ação, o réu será considerado revel, caso em que será nomeado curador especial. Será o presente edital, por extrato, afixado e publicado na forma da lei. NADA MAIS. Dado e passado nesta cidade de São Paulo, aos 24 de agosto de 2020. — [13, 868, 321, 944]
contact-line[interactable]: Consulte o Edital completo no site www.SOLD.COM.BR — [741, 1479, 926, 1487]
legal-notice — [336, 178, 654, 232]
legal-notice — [8, 120, 326, 202]
notice-text: O(A) MM. Juiz(a) de Direito da 2ª Vara Cível, do Foro Regional VII - Itaquera, Estado de São Paulo, Dr(a). Daniela Carla Russo Greco de Lemos, na forma da Lei, etc. FAZ SABER a todos os que o presente edital virem ou dele conhecimento tiverem, especialmente a RODRIGO ANDERSON MACHADO, que lhe foi proposta ação de Execução por parte de BANCO SANTANDER (BRASIL) S/A, alegando em síntese ser credor da quantia de R$ 62.190,47, decorrente de contrato de financiamento. Encontrando-se o réu em lugar incerto e não sabido, foi determinada a sua CITAÇÃO, por EDITAL, para pagar no prazo de 3 dias o débito, devidamente atualizado, ou em 15 dias opor embargos. Caso contrário, prosseguirá o feito com a penhora de bens. Será o presente edital, por extrato, afixado e publicado na forma da lei. NADA MAIS. Dado e passado nesta cidade de São Paulo, aos 25 de agosto de 2020. — [13, 771, 321, 847]
notice-title: EDITAL DE CITAÇÃO - PRAZO DE 20 DIAS - EXPEDIDO NOS AUTOS DA AÇÃO DE USUCAPIÃO — [31, 666, 303, 681]
legal-notice — [336, 639, 654, 724]
